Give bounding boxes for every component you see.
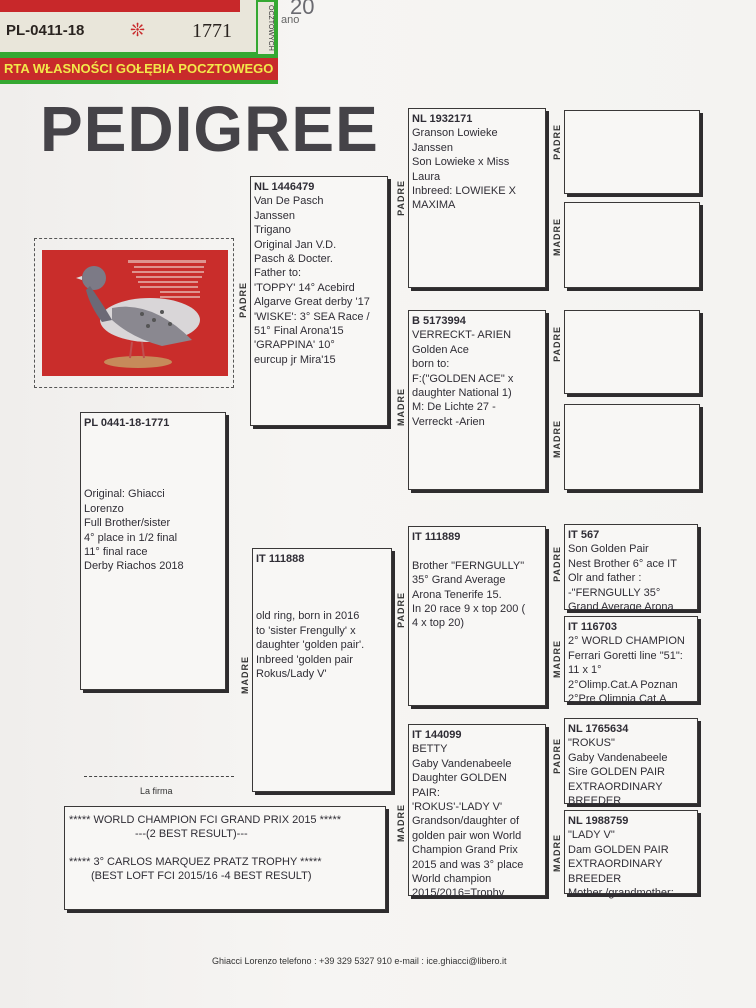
ds-line: Brother "FERNGULLY" xyxy=(412,559,525,572)
dsd-line: Ferrari Goretti line "51": xyxy=(568,649,683,662)
bird-line: Full Brother/sister xyxy=(84,517,171,530)
dd-line: Gaby Vandenabeele xyxy=(412,757,512,770)
dss-line: Nest Brother 6° ace IT xyxy=(568,557,677,570)
page-title: PEDIGREE xyxy=(40,93,379,165)
dss-line: Grand Average Arona xyxy=(568,601,674,614)
dam-line: to 'sister Frengully' x xyxy=(256,624,356,637)
sd-line: VERRECKT- ARIEN xyxy=(412,329,512,342)
ds-line: In 20 race 9 x top 200 ( xyxy=(412,603,526,616)
g4-padre-label-1: PADRE xyxy=(552,124,562,160)
dam-ring: IT 111888 xyxy=(256,553,305,565)
sire-line: Trigano xyxy=(254,224,291,237)
ring-sticker xyxy=(0,0,278,84)
ds-line xyxy=(412,544,542,558)
sire-line: Original Jan V.D. xyxy=(254,238,337,251)
dam-line: Rokus/Lady V' xyxy=(256,668,327,681)
g4-madre-label-1: MADRE xyxy=(552,218,562,256)
sire-line: 51° Final Arona'15 xyxy=(254,325,344,338)
dss-ring: IT 567 xyxy=(568,529,600,541)
dsd-madre-label: MADRE xyxy=(552,640,562,678)
dd-dam-card xyxy=(564,810,698,900)
bird-ring: PL 0441-18-1771 xyxy=(84,417,170,429)
achievement-line: ***** WORLD CHAMPION FCI GRAND PRIX 2015 ***** xyxy=(69,814,342,826)
ds-padre-label: PADRE xyxy=(396,592,406,628)
sd-line: M: De Lichte 27 - xyxy=(412,401,496,414)
sd-ring: B 5173994 xyxy=(412,315,466,327)
dsd-line: 2°Pre Olimpia Cat.A xyxy=(568,693,667,706)
sire-line: 'WISKE': 3° SEA Race / xyxy=(254,310,370,323)
sd-madre-label: MADRE xyxy=(396,388,406,426)
sire-line: Janssen xyxy=(254,209,295,222)
empty-ancestor-card-4 xyxy=(564,404,700,490)
dsd-line: 2° WORLD CHAMPION xyxy=(568,635,685,648)
sire-padre-label: PADRE xyxy=(238,282,248,318)
dd-line: Champion Grand Prix xyxy=(412,844,518,857)
empty-ancestor-card-3 xyxy=(564,310,700,394)
sticker-ring-number: PL-0411-18 xyxy=(6,22,85,39)
sire-line: 'GRAPPINA' 10° xyxy=(254,339,335,352)
dss-line: -"FERNGULLY 35° xyxy=(568,586,661,599)
sticker-serial: 1771 xyxy=(192,20,232,42)
dam-line: old ring, born in 2016 xyxy=(256,610,360,623)
bird-line: Derby Riachos 2018 xyxy=(84,560,184,573)
ddd-line: BREEDER xyxy=(568,872,622,885)
dds-line: Gaby Vandenabeele xyxy=(568,751,668,764)
dd-line: golden pair won World xyxy=(412,829,522,842)
sire-dam-card xyxy=(408,310,546,490)
dd-line: Grandson/daughter of xyxy=(412,815,520,828)
dam-line: Inbreed 'golden pair xyxy=(256,653,353,666)
ds-sire-card xyxy=(564,524,698,614)
ds-ring: IT 111889 xyxy=(412,531,461,543)
dss-padre-label: PADRE xyxy=(552,546,562,582)
sticker-star-icon: ❊ xyxy=(130,20,146,40)
ds-dam-card xyxy=(564,616,698,706)
dss-line: Son Golden Pair xyxy=(568,543,649,556)
ddd-ring: NL 1988759 xyxy=(568,815,629,827)
dd-ring: IT 144099 xyxy=(412,729,462,741)
ddd-line: Mother /grandmother: xyxy=(568,887,674,900)
ddd-madre-label: MADRE xyxy=(552,834,562,872)
sire-ring: NL 1446479 xyxy=(254,181,315,193)
g4-padre-label-2: PADRE xyxy=(552,326,562,362)
dds-padre-label: PADRE xyxy=(552,738,562,774)
achievement-line: (BEST LOFT FCI 2015/16 -4 BEST RESULT) xyxy=(91,870,312,882)
sire-line: Van De Pasch xyxy=(254,195,324,208)
top-fragment-small: ano xyxy=(281,14,300,26)
dsd-line: 2°Olimp.Cat.A Poznan xyxy=(568,678,678,691)
ss-line: Son Lowieke x Miss xyxy=(412,156,510,169)
empty-ancestor-card-1 xyxy=(564,110,700,194)
ddd-line: "LADY V" xyxy=(568,829,615,842)
dd-line: 'ROKUS'-'LADY V' xyxy=(412,801,503,814)
sire-sire-card xyxy=(408,108,546,288)
sticker-band: RTA WŁASNOŚCI GOŁĘBIA POCZTOWEGO xyxy=(0,58,278,80)
dam-dam-card xyxy=(408,724,546,900)
dam-madre-label: MADRE xyxy=(240,656,250,694)
dd-line: Daughter GOLDEN xyxy=(412,772,507,785)
ss-padre-label: PADRE xyxy=(396,180,406,216)
achievement-line: ---(2 BEST RESULT)--- xyxy=(135,828,248,840)
top-fragment-large: 20 xyxy=(290,0,315,19)
bird-line: Lorenzo xyxy=(84,502,124,515)
dds-ring: NL 1765634 xyxy=(568,723,629,735)
sticker-label xyxy=(0,0,256,52)
sire-line: Father to: xyxy=(254,267,302,280)
bird-line: 11° final race xyxy=(84,546,148,559)
sire-line: Algarve Great derby '17 xyxy=(254,296,370,309)
dd-line: World champion xyxy=(412,873,492,886)
sire-line: Pasch & Docter. xyxy=(254,253,333,266)
g4-madre-label-2: MADRE xyxy=(552,420,562,458)
achievement-line: ***** 3° CARLOS MARQUEZ PRATZ TROPHY ***** xyxy=(69,856,322,868)
ss-ring: NL 1932171 xyxy=(412,113,473,125)
dd-line: 2015 and was 3° place xyxy=(412,858,524,871)
dam-card xyxy=(252,548,392,792)
signature-label: La firma xyxy=(140,786,173,796)
dd-sire-card xyxy=(564,718,698,808)
empty-ancestor-card-2 xyxy=(564,202,700,288)
achievements-box xyxy=(64,806,386,910)
sire-card xyxy=(250,176,388,426)
bird-line: 4° place in 1/2 final xyxy=(84,531,178,544)
ddd-line: EXTRAORDINARY xyxy=(568,858,663,871)
dss-line: Olr and father : xyxy=(568,572,642,585)
ddd-line: Dam GOLDEN PAIR xyxy=(568,843,669,856)
sd-line: F:("GOLDEN ACE" x xyxy=(412,372,514,385)
sticker-red-strip xyxy=(0,0,240,12)
pigeon-photo xyxy=(42,250,228,376)
dam-sire-card xyxy=(408,526,546,706)
ss-line: MAXIMA xyxy=(412,199,456,212)
dd-line: BETTY xyxy=(412,743,448,756)
ds-line: 35° Grand Average xyxy=(412,574,506,587)
dam-line: daughter 'golden pair'. xyxy=(256,639,365,652)
sd-line: Golden Ace xyxy=(412,343,469,356)
ds-line: 4 x top 20) xyxy=(412,617,464,630)
dd-madre-label: MADRE xyxy=(396,804,406,842)
sire-line: eurcup jr Mira'15 xyxy=(254,353,336,366)
dsd-ring: IT 116703 xyxy=(568,621,617,633)
sd-line: born to: xyxy=(412,358,450,371)
signature-line xyxy=(84,776,234,777)
dd-line: PAIR: xyxy=(412,786,440,799)
ss-line: Inbreed: LOWIEKE X xyxy=(412,185,516,198)
dds-line: EXTRAORDINARY xyxy=(568,780,663,793)
sire-line: 'TOPPY' 14° Acebird xyxy=(254,281,355,294)
sd-line: daughter National 1) xyxy=(412,387,512,400)
sd-line: Verreckt -Arien xyxy=(412,415,485,428)
ss-line: Laura xyxy=(412,170,441,183)
ss-line: Janssen xyxy=(412,141,453,154)
ds-line: Arona Tenerife 15. xyxy=(412,588,502,601)
dsd-line: 11 x 1° xyxy=(568,664,602,677)
bird-card xyxy=(80,412,226,690)
bird-line: Original: Ghiacci xyxy=(84,488,165,501)
dds-line: "ROKUS" xyxy=(568,737,615,750)
dds-line: BREEDER xyxy=(568,795,622,808)
ss-line: Granson Lowieke xyxy=(412,127,498,140)
sticker-side-text: OCZTOWYCH xyxy=(258,2,274,54)
dds-line: Sire GOLDEN PAIR xyxy=(568,766,665,779)
pigeon-icon xyxy=(42,250,228,376)
dd-line: 2015/2016=Trophy xyxy=(412,887,505,900)
contact-footer: Ghiacci Lorenzo telefono : +39 329 5327 910 e-mail : ice.ghiacci@libero.it xyxy=(212,956,507,966)
